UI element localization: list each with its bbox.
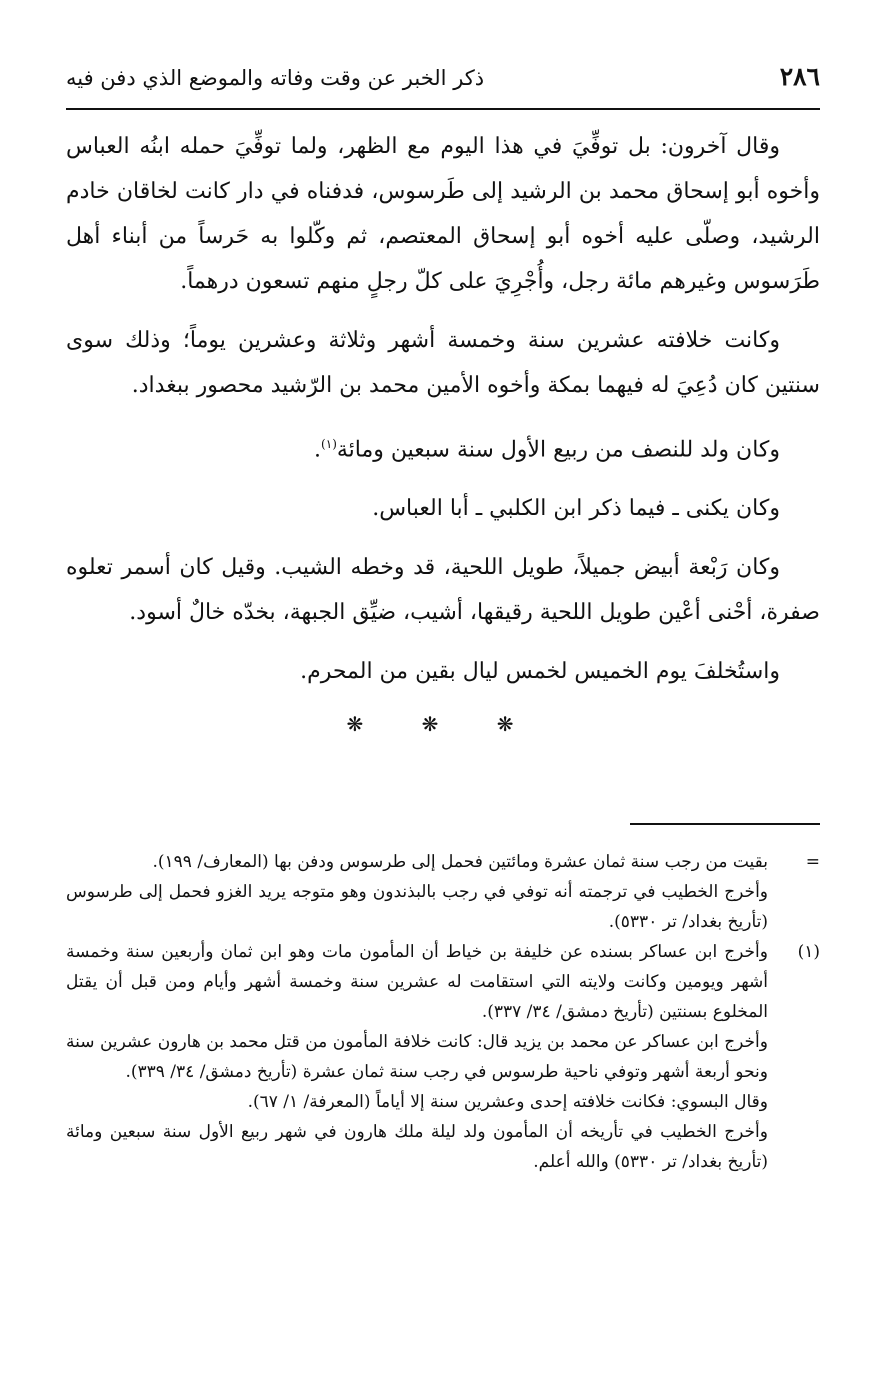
paragraph-burial: وقال آخرون: بل توفِّيَ في هذا اليوم مع الظهر، ولما توفِّيَ حمله ابنُه العباس وأخوه أبو إسحاق محمد بن الرشيد إلى طَرسوس، فدفناه في دار كانت لخاقان خادم الرشيد، وصلّى عليه أخوه أبو إسحاق المعتصم، ثم وكّلوا به حَرساً من أبناء أهل طَرَسوس وغيرهم مائة رجل، وأُجْرِيَ على كلّ رجلٍ منهم تسعون درهماً. [66, 134, 821, 294]
paragraph-description: وكان رَبْعة أبيض جميلاً، طويل اللحية، قد وخطه الشيب. وقيل كان أسمر تعلوه صفرة، أحْنى أعْين طويل اللحية رقيقها، أشيب، ضيِّق الجبهة، بخدّه خالٌ أسود. [66, 555, 820, 626]
paragraph-caliphate-length: وكانت خلافته عشرين سنة وخمسة أشهر وثلاثة وعشرين يوماً؛ وذلك سوى سنتين كان دُعِيَ له فيهما بمكة وأخوه الأمين محمد بن الرّشيد محصور ببغداد. [66, 328, 820, 398]
running-title: ذكر الخبر عن وقت وفاته والموضع الذي دفن فيه [66, 66, 485, 90]
page-number: ٢٨٦ [779, 62, 820, 91]
footnote-1-mark: (١) [797, 942, 820, 963]
footnote-line: وأخرج الخطيب في تأريخه أن المأمون ولد ليلة ملك هارون في شهر ربيع الأول سنة سبعين ومائة (تأريخ بغداد/ تر ٥٣٣٠) والله أعلم. [66, 1122, 768, 1173]
footnote-line: وأخرج ابن عساكر عن محمد بن يزيد قال: كانت خلافة المأمون من قتل محمد بن هارون عشرين سنة ونحو أربعة أشهر وتوفي ناحية طرسوس في رجب سنة ثمان عشرة (تأريخ دمشق/ ٣٤/ ٣٣٩). [66, 1032, 768, 1083]
footnote-1 [66, 937, 820, 1177]
paragraph-kunya: وكان يكنى ـ فيما ذكر ابن الكلبي ـ أبا العباس. [372, 496, 780, 522]
main-text [66, 124, 820, 747]
footnote-ref-1[interactable]: (١) [321, 437, 337, 451]
paragraph-accession: واستُخلفَ يوم الخميس لخمس ليال بقين من المحرم. [300, 659, 780, 685]
birth-text: وكان ولد للنصف من ربيع الأول سنة سبعين ومائة [336, 437, 780, 463]
page-header [66, 62, 820, 110]
footnotes [66, 847, 820, 1177]
footnote-line: بقيت من رجب سنة ثمان عشرة ومائتين فحمل إلى طرسوس ودفن بها (المعارف/ ١٩٩). [152, 852, 768, 873]
footnote-continuation [66, 847, 820, 937]
footnote-separator [630, 823, 820, 825]
footnote-line: وأخرج الخطيب في ترجمته أنه توفي في رجب بالبذندون وهو متوجه يريد الغزو فحمل إلى طرسوس (تأريخ بغداد/ تر ٥٣٣٠). [66, 882, 768, 933]
footnote-line: وأخرج ابن عساكر بسنده عن خليفة بن خياط أن المأمون مات وهو ابن ثمان وأربعين سنة وخمسة أشهر ويومين وكانت ولايته التي استقامت له عشرين سنة وخمسة أشهر وأيام ومن قبل أن يقتل المخلوع بسنتين (تأريخ دمشق/ ٣٤/ ٣٣٧). [66, 942, 768, 1023]
footnote-line: وقال البسوي: فكانت خلافته إحدى وعشرين سنة إلا أياماً (المعرفة/ ١/ ٦٧). [247, 1092, 768, 1113]
continuation-mark: = [805, 852, 820, 873]
book-page [66, 62, 820, 1362]
paragraph-birth: وكان ولد للنصف من ربيع الأول سنة سبعين ومائة$^{(١)}$. [314, 437, 780, 463]
section-divider-stars: ❋ ❋ ❋ [346, 712, 540, 737]
